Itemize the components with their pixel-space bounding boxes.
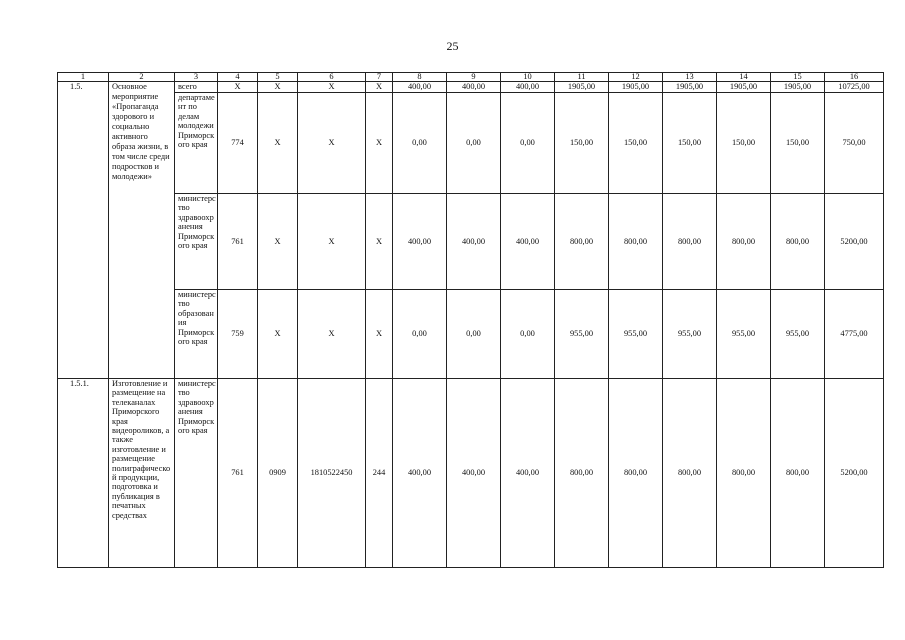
budget-table	[57, 72, 884, 568]
cell-c4: 761	[218, 379, 258, 568]
cell-c5: X	[258, 290, 298, 379]
value-cell: 400,00	[447, 194, 501, 290]
table-row-total	[58, 82, 884, 93]
cell-c7: 244	[366, 379, 393, 568]
value-cell: 400,00	[447, 379, 501, 568]
executor-cell: всего	[175, 82, 218, 93]
value-cell: 4775,00	[825, 290, 884, 379]
item-number: 1.5.1.	[58, 379, 109, 568]
value-cell: 0,00	[447, 290, 501, 379]
column-header: 3	[175, 73, 218, 82]
value-cell: 750,00	[825, 93, 884, 194]
value-cell: 955,00	[609, 290, 663, 379]
value-cell: 0,00	[501, 290, 555, 379]
value-cell: 1905,00	[771, 82, 825, 93]
cell-c5: X	[258, 82, 298, 93]
executor-cell: департамент по делам молодежи Приморского края	[175, 93, 218, 194]
cell-c4: 759	[218, 290, 258, 379]
value-cell: 400,00	[501, 379, 555, 568]
event-name: Основное мероприятие «Пропаганда здорового и социально активного образа жизни, в том числе среди подростков и молодежи»	[109, 82, 175, 379]
cell-c6: X	[298, 194, 366, 290]
cell-c6: 1810522450	[298, 379, 366, 568]
column-header: 5	[258, 73, 298, 82]
value-cell: 150,00	[555, 93, 609, 194]
value-cell: 10725,00	[825, 82, 884, 93]
value-cell: 800,00	[609, 379, 663, 568]
cell-c4: 761	[218, 194, 258, 290]
value-cell: 800,00	[771, 379, 825, 568]
value-cell: 150,00	[663, 93, 717, 194]
value-cell: 1905,00	[663, 82, 717, 93]
executor-cell: министерство здравоохранения Приморского края	[175, 379, 218, 568]
value-cell: 800,00	[555, 379, 609, 568]
column-header: 7	[366, 73, 393, 82]
value-cell: 800,00	[663, 194, 717, 290]
column-header: 15	[771, 73, 825, 82]
value-cell: 400,00	[447, 82, 501, 93]
cell-c6: X	[298, 93, 366, 194]
value-cell: 150,00	[609, 93, 663, 194]
cell-c7: X	[366, 194, 393, 290]
value-cell: 400,00	[501, 194, 555, 290]
cell-c6: X	[298, 290, 366, 379]
value-cell: 0,00	[501, 93, 555, 194]
column-header: 16	[825, 73, 884, 82]
value-cell: 1905,00	[717, 82, 771, 93]
column-header: 13	[663, 73, 717, 82]
value-cell: 150,00	[771, 93, 825, 194]
column-header: 2	[109, 73, 175, 82]
value-cell: 800,00	[717, 194, 771, 290]
value-cell: 800,00	[771, 194, 825, 290]
column-header: 14	[717, 73, 771, 82]
page-number: 25	[446, 39, 459, 53]
value-cell: 400,00	[393, 379, 447, 568]
event-number: 1.5.	[58, 82, 109, 379]
value-cell: 0,00	[393, 93, 447, 194]
value-cell: 800,00	[717, 379, 771, 568]
column-header: 1	[58, 73, 109, 82]
value-cell: 955,00	[555, 290, 609, 379]
column-header: 12	[609, 73, 663, 82]
value-cell: 0,00	[393, 290, 447, 379]
cell-c7: X	[366, 290, 393, 379]
cell-c6: X	[298, 82, 366, 93]
cell-c7: X	[366, 93, 393, 194]
column-header: 4	[218, 73, 258, 82]
header-row	[58, 73, 884, 82]
value-cell: 955,00	[771, 290, 825, 379]
executor-cell: министерство здравоохранения Приморского края	[175, 194, 218, 290]
executor-cell: министерство образования Приморского края	[175, 290, 218, 379]
value-cell: 800,00	[609, 194, 663, 290]
value-cell: 400,00	[501, 82, 555, 93]
value-cell: 955,00	[717, 290, 771, 379]
table-row	[58, 93, 884, 194]
table-row-item	[58, 379, 884, 568]
item-name: Изготовление и размещение на телеканалах Приморского края видеороликов, а также изготовление и размещение полиграфической продукции, подготовка и публикация в печатных средствах	[109, 379, 175, 568]
column-header: 8	[393, 73, 447, 82]
value-cell: 1905,00	[609, 82, 663, 93]
value-cell: 5200,00	[825, 379, 884, 568]
value-cell: 0,00	[447, 93, 501, 194]
value-cell: 1905,00	[555, 82, 609, 93]
cell-c4: 774	[218, 93, 258, 194]
column-header: 10	[501, 73, 555, 82]
column-header: 6	[298, 73, 366, 82]
cell-c4: X	[218, 82, 258, 93]
value-cell: 800,00	[555, 194, 609, 290]
value-cell: 150,00	[717, 93, 771, 194]
column-header: 11	[555, 73, 609, 82]
value-cell: 5200,00	[825, 194, 884, 290]
table-row	[58, 290, 884, 379]
column-header: 9	[447, 73, 501, 82]
cell-c5: X	[258, 93, 298, 194]
value-cell: 800,00	[663, 379, 717, 568]
cell-c7: X	[366, 82, 393, 93]
table-row	[58, 194, 884, 290]
value-cell: 955,00	[663, 290, 717, 379]
value-cell: 400,00	[393, 194, 447, 290]
cell-c5: 0909	[258, 379, 298, 568]
value-cell: 400,00	[393, 82, 447, 93]
cell-c5: X	[258, 194, 298, 290]
